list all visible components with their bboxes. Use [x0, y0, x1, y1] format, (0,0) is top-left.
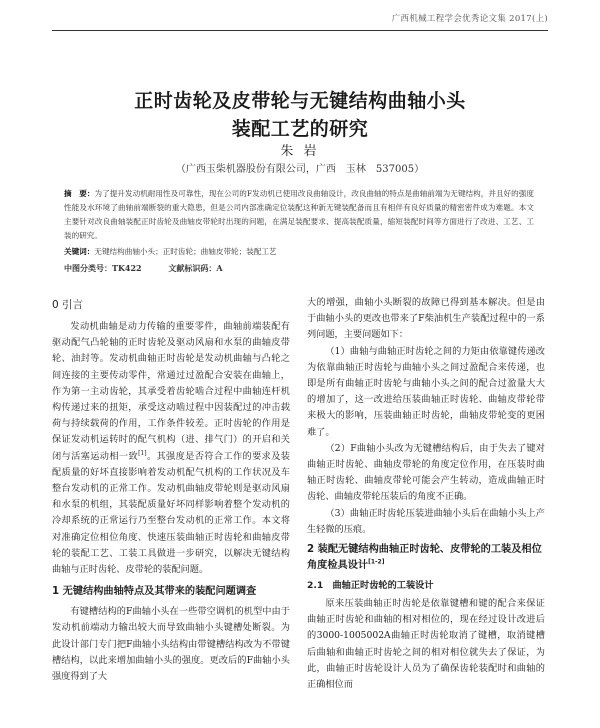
clc-label: 中图分类号：: [64, 263, 112, 273]
section-2-1-heading: 2.1 曲轴正时齿轮的工装设计: [307, 580, 434, 592]
document-code: [168, 263, 222, 273]
paper-title-line1: 正时齿轮及皮带轮与无键结构曲轴小头: [134, 90, 466, 112]
intro-citation: [1]: [138, 449, 147, 457]
left-column: [52, 295, 290, 685]
section-2-heading: [307, 542, 545, 574]
keywords-label: 关键词：: [64, 247, 95, 256]
abstract-text: 为了提升发动机耐用性及可靠性，现在公司的F发动机已使用改良曲轴设计，改良曲轴的特点是曲轴前端为无键结构，并且好的强度性能及水环境了曲轴前端断裂的重大隐患，但是公司内部准确定位装配这种新无键装配备而且有相伴有良好质量的精密密件成为难题。本文主要针对改良曲轴装配正时齿轮及曲轴皮带轮时出现的问题，在满足装配要求、提高装配质量，缩短装配时间等方面进行了改进、工艺、工装的研究。: [64, 189, 535, 240]
doc-value: A: [216, 263, 223, 273]
keywords: [64, 245, 534, 259]
running-header: 广西机械工程学会优秀论文集 2017(上): [391, 14, 548, 24]
right-column: [307, 295, 545, 693]
section-2-heading-text: 2 装配无键结构曲轴正时齿轮、皮带轮的工装及相位角度检具设计: [307, 544, 542, 572]
problem-item-1: （1）曲轴与曲轴正时齿轮之间的力矩由依靠键传递改为依靠曲轴正时齿轮与曲轴小头之间过盈配合来传递，也即是所有曲轴正时齿轮与曲轴小头之间的配合过盈量大大的增加了，这一改进给压装曲轴正时齿轮、曲轴皮带轮带来极大的影响，压装曲轴正时齿轮，曲轴皮带轮变的更困难了。: [307, 345, 545, 438]
intro-text: 发动机曲轴是动力传输的重要零件，曲轴前端装配有驱动配气凸轮轴的正时齿轮及驱动风扇和水泵的曲轴皮带轮、油封等。发动机曲轴正时齿轮是发动机曲轴与凸轮之间连接的主要传动零件，常通过过盈配合安装在曲轴上，作为第一主动齿轮，其承受着齿轮啮合过程中曲轴连杆机构传递过来的扭矩，承受这动啮过程中因装配过的冲击载荷与持续载荷的作用，工作条件较差。正时齿轮的作用是保证发动机运转时的配气机构（进、排气门）的开启和关闭与活塞运动相一致: [52, 321, 290, 462]
classification-line: [64, 263, 247, 274]
author-affiliation: （广西玉柴机器股份有限公司，广西 玉林 537005）: [175, 164, 425, 175]
keywords-text: 无键结构曲轴小头；正时齿轮；曲轴皮带轮；装配工艺: [94, 247, 277, 256]
abstract-label: 摘 要：: [64, 189, 95, 198]
section-0-heading: 0 引言: [52, 299, 84, 311]
problem-item-2: （2）F曲轴小头改为无键槽结构后，由于失去了键对曲轴正时齿轮、曲轴皮带轮的角度定位作用，在压装时曲轴正时齿轮、曲轴皮带轮可能会产生转动，造成曲轴正时齿轮、曲轴皮带轮压装后的角度不正确。: [307, 442, 545, 503]
section-2-citation: [1-2]: [368, 558, 385, 566]
header-rule: [52, 30, 548, 31]
section-1-heading: 1 无键结构曲轴特点及其带来的装配问题调查: [52, 586, 257, 598]
continued-paragraph: 大的增强，曲轴小头断裂的故障已得到基本解决。但是由于曲轴小头的更改也带来了F柴油机生产装配过程中的一系列问题，主要问题如下：: [307, 297, 545, 341]
section-2-1-paragraph: 原来压装曲轴正时齿轮是依靠键槽和键的配合来保证曲轴正时齿轮和曲轴的相对相位的，现在经过设计改进后的3000-1005002A曲轴正时齿轮取消了键槽，取消键槽后曲轴和曲轴正时齿轮之间的相对相位就失去了保证，为此，曲轴正时齿轮设计人员为了确保齿轮装配时和曲轴的正确相位而: [307, 598, 545, 691]
clc-value: TK422: [112, 263, 142, 273]
section-1-paragraph: 有键槽结构的F曲轴小头在一些带空调机的机型中由于发动机前端动力输出较大而导致曲轴小头键槽处断裂。为此设计部门专门把F曲轴小头结构由带键槽结构改为不带键槽结构，以此来增加曲轴小头的强度。更改后的F曲轴小头强度得到了大: [52, 606, 290, 683]
intro-text-tail: 。其强度是否符合工作的要求及装配质量的好坏直接影响着发动机配气机构的工作状况及车整台发动机的正常工作。发动机曲轴皮带轮则是驱动风扇和水泵的机组，其装配质量好坏同样影响着整个发动机的冷却系统的正常运行乃至整台发动机的正常工作。本文将对准确定位相位角度、快速压装曲轴正时齿轮和曲轴皮带轮的装配工艺、工装工具做进一步研究，以解决无键结构曲轴与正时齿轮、皮带轮的装配问题。: [52, 450, 290, 576]
clc-number: [64, 263, 142, 273]
author-name: 朱 岩: [280, 144, 320, 159]
paper-title-line2: 装配工艺的研究: [231, 118, 369, 140]
problem-item-3: （3）曲轴正时齿轮压装进曲轴小头后在曲轴小头上产生轻微的压痕。: [307, 507, 545, 535]
intro-paragraph: [52, 319, 290, 578]
doc-label: 文献标识码：: [168, 263, 217, 273]
abstract: [64, 187, 534, 243]
